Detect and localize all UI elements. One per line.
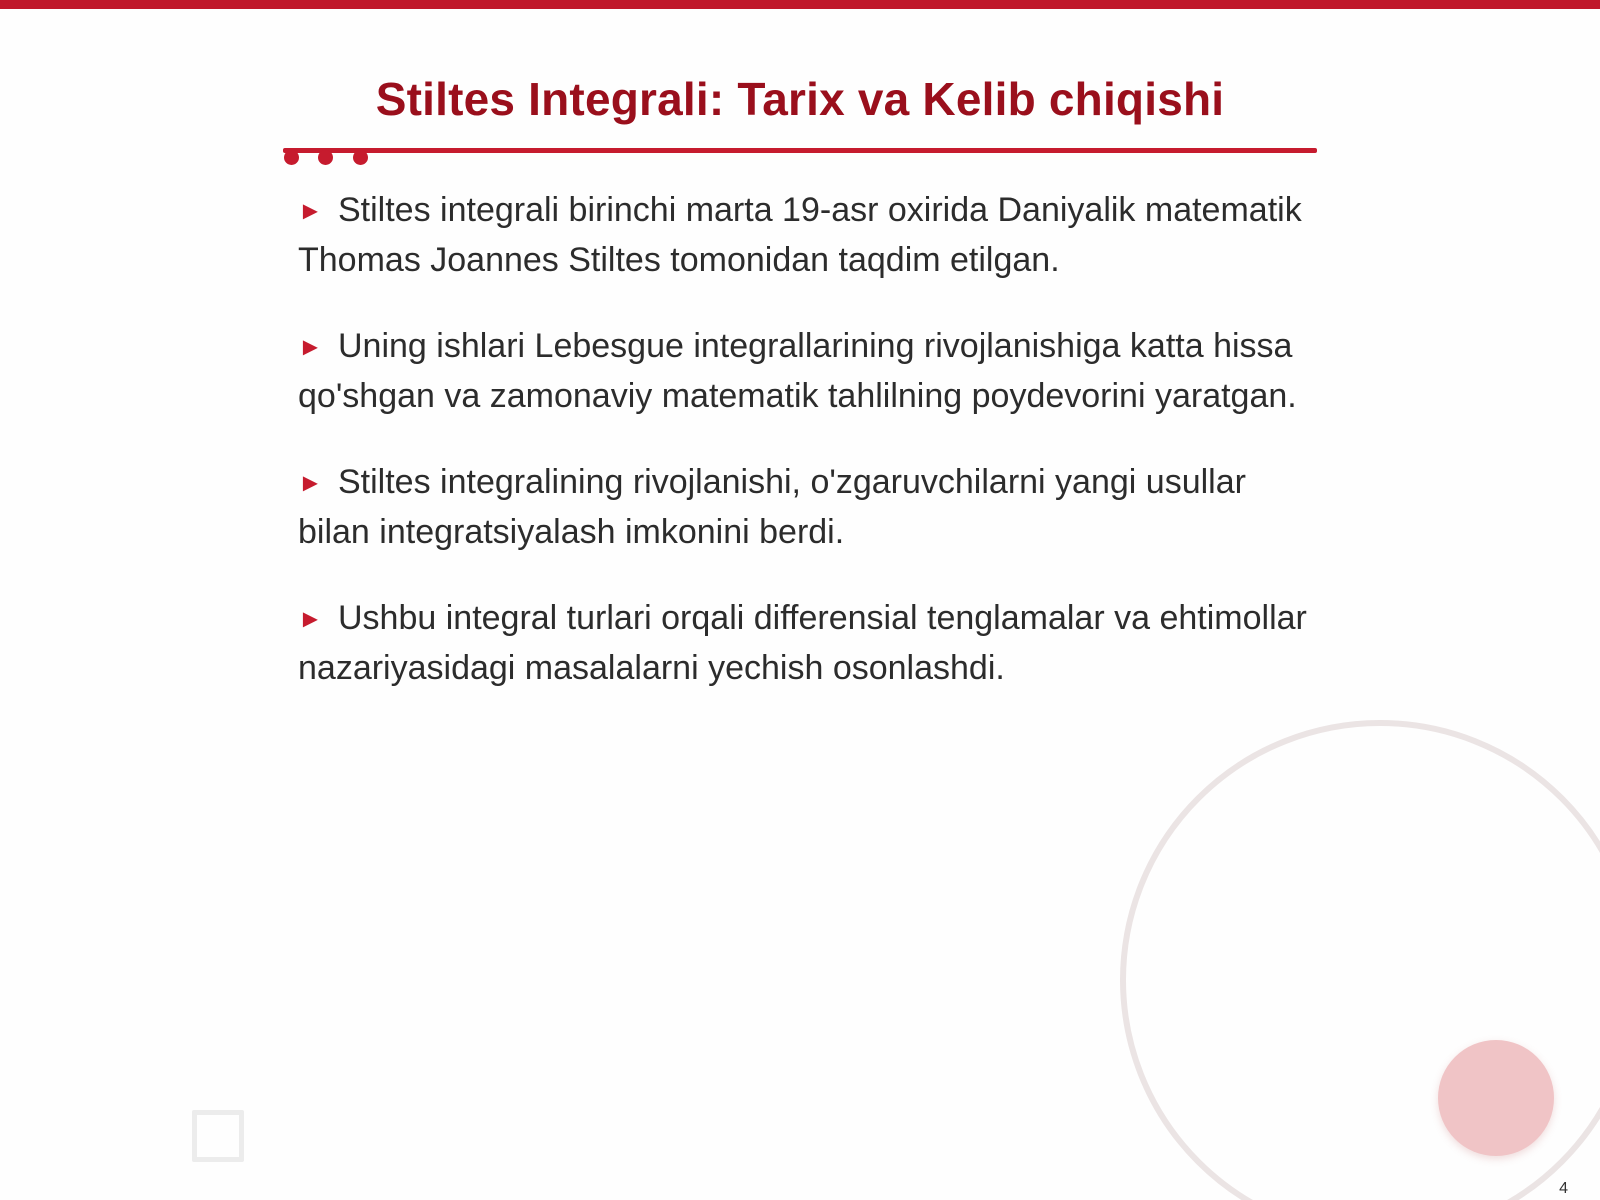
bullet-arrow-icon: ► [298,469,323,497]
bullet-text: Ushbu integral turlari orqali differensial tenglamalar va ehtimollar nazariyasidagi masalalarni yechish osonlashdi. [298,599,1307,687]
decorative-square [192,1110,244,1162]
underline-dot [318,150,333,165]
bullet-item [298,458,1318,556]
underline-dot [284,150,299,165]
title-underline [283,148,1317,153]
slide-title: Stiltes Integrali: Tarix va Kelib chiqishi [375,73,1225,125]
top-accent-bar [0,0,1600,9]
bullet-item [298,594,1318,692]
bullet-item [298,186,1318,284]
bullet-arrow-icon: ► [298,333,323,361]
bullet-list [298,186,1318,730]
slide-number: 4 [1559,1180,1568,1197]
bullet-arrow-icon: ► [298,605,323,633]
decorative-pink-circle [1438,1040,1554,1156]
bullet-text: Stiltes integralining rivojlanishi, o'zgaruvchilarni yangi usullar bilan integratsiyalash imkonini berdi. [298,463,1246,551]
bullet-text: Stiltes integrali birinchi marta 19-asr oxirida Daniyalik matematik Thomas Joannes Stiltes tomonidan taqdim etilgan. [298,191,1302,279]
underline-dot [353,150,368,165]
bullet-item [298,322,1318,420]
bullet-arrow-icon: ► [298,197,323,225]
bullet-text: Uning ishlari Lebesgue integrallarining rivojlanishiga katta hissa qo'shgan va zamonaviy matematik tahlilning poydevorini yaratgan. [298,327,1297,415]
